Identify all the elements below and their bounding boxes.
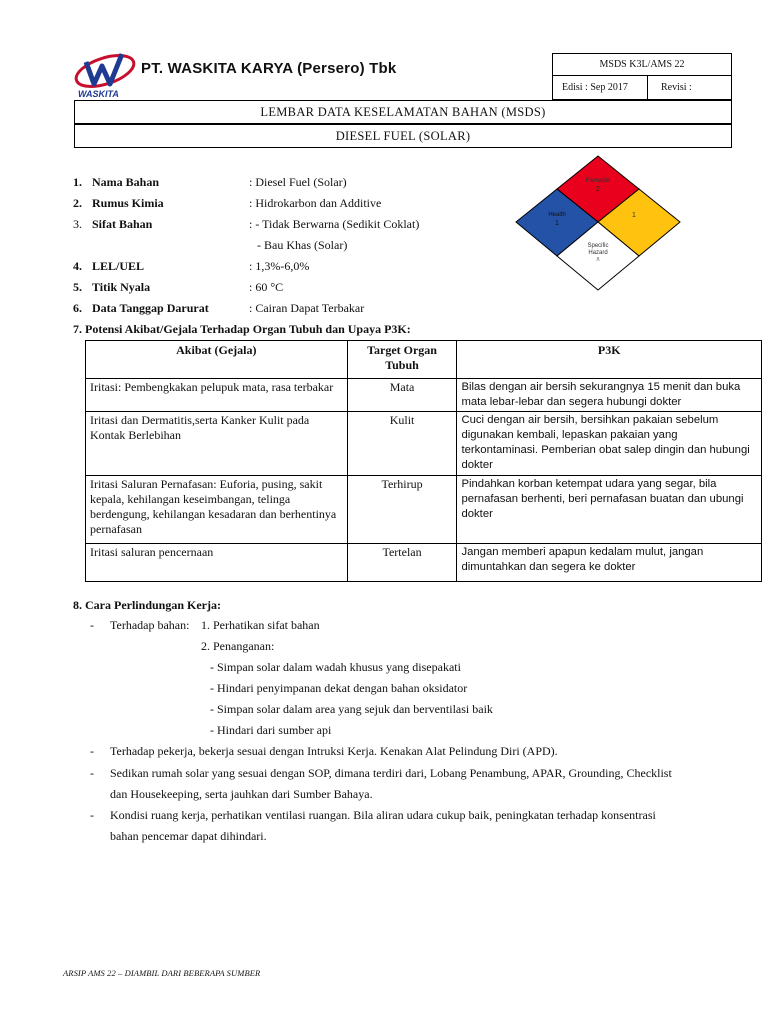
info-label: Sifat Bahan (92, 217, 153, 231)
bahan-label: Terhadap bahan: (110, 618, 190, 632)
info-value: : Diesel Fuel (Solar) (249, 175, 347, 189)
specific-value: /\ (596, 257, 600, 263)
info-value: : Hidrokarbon dan Additive (249, 196, 382, 210)
cell-first-aid: Cuci dengan air bersih, bersihkan pakaian sebelum digunakan kembali, lepaskan pakaian yang terkontaminasi. Pemberian obat salep dingin dan hubungi dokter (457, 412, 762, 476)
specific-label-2: Hazard (588, 250, 608, 256)
info-label: Rumus Kimia (92, 196, 164, 210)
footer-note: ARSIP AMS 22 – DIAMBIL DARI BEBERAPA SUMBER (63, 968, 261, 978)
health-label: Health (548, 212, 566, 218)
revision: Revisi : (661, 82, 692, 93)
col-header: Target Organ Tubuh (347, 341, 457, 379)
handling-item: - Hindari dari sumber api (210, 723, 332, 737)
nfpa-diamond (515, 155, 681, 291)
flammable-label: Flamable (585, 178, 611, 184)
bahan-item: 1. Perhatikan sifat bahan (201, 618, 320, 632)
cell-first-aid: Jangan memberi apapun kedalam mulut, jangan dimuntahkan dan segera ke dokter (457, 544, 762, 582)
main-title: LEMBAR DATA KESELAMATAN BAHAN (MSDS) (74, 100, 732, 124)
logo-text: WASKITA (78, 89, 119, 99)
cell-organ: Kulit (347, 412, 457, 476)
kondisi-text-cont: bahan pencemar dapat dihindari. (110, 829, 267, 843)
material-title: DIESEL FUEL (SOLAR) (74, 124, 732, 148)
edition: Edisi : Sep 2017 (553, 76, 648, 99)
cell-organ: Tertelan (347, 544, 457, 582)
info-value: - Bau Khas (Solar) (257, 238, 348, 252)
dash: - (90, 618, 94, 632)
pekerja-text: Terhadap pekerja, bekerja sesuai dengan Intruksi Kerja. Kenakan Alat Pelindung Diri (APD). (110, 744, 558, 758)
flammable-value: 2 (596, 186, 600, 193)
dash: - (90, 766, 94, 780)
info-num: 4. (73, 259, 82, 273)
section7-title: 7. Potensi Akibat/Gejala Terhadap Organ Tubuh dan Upaya P3K: (73, 322, 411, 336)
symptoms-table (85, 340, 762, 582)
info-num: 2. (73, 196, 82, 210)
cell-organ: Mata (347, 379, 457, 412)
table-header-row (86, 341, 762, 379)
dash: - (90, 744, 94, 758)
table-row (86, 412, 762, 476)
cell-first-aid: Pindahkan korban ketempat udara yang segar, bila pernafasan berhenti, beri pernafasan buatan dan ubungi dokter (457, 476, 762, 544)
rumah-text: Sedikan rumah solar yang sesuai dengan SOP, dimana terdiri dari, Lobang Penambung, APAR, Grounding, Checklist (110, 766, 672, 780)
info-value: : Cairan Dapat Terbakar (249, 301, 365, 315)
kondisi-text: Kondisi ruang kerja, perhatikan ventilasi ruangan. Bila aliran udara cukup baik, peningkatan terhadap konsentrasi (110, 808, 656, 822)
info-label: LEL/UEL (92, 259, 145, 273)
info-num: 1. (73, 175, 82, 189)
doc-code: MSDS K3L/AMS 22 (553, 54, 731, 76)
reactivity-value: 1 (632, 212, 636, 219)
cell-symptom: Iritasi saluran pencernaan (86, 544, 348, 582)
handling-item: - Simpan solar dalam area yang sejuk dan berventilasi baik (210, 702, 493, 716)
handling-item: - Simpan solar dalam wadah khusus yang disepakati (210, 660, 461, 674)
waskita-logo (72, 50, 138, 100)
info-label: Nama Bahan (92, 175, 160, 189)
specific-label-1: Specific (587, 243, 609, 249)
col-header: Akibat (Gejala) (86, 341, 348, 379)
dash: - (90, 808, 94, 822)
document-code-box (552, 53, 732, 100)
section8-title: 8. Cara Perlindungan Kerja: (73, 598, 221, 612)
health-value: 1 (555, 220, 559, 227)
rumah-text-cont: dan Housekeeping, serta jauhkan dari Sumber Bahaya. (110, 787, 373, 801)
cell-symptom: Iritasi Saluran Pernafasan: Euforia, pusing, sakit kepala, kehilangan keseimbangan, telinga berdengung, kehilangan kesadaran dan berhentinya pernafasan (86, 476, 348, 544)
company-name: PT. WASKITA KARYA (Persero) Tbk (141, 60, 397, 77)
table-row (86, 379, 762, 412)
info-value: : 1,3%-6,0% (249, 259, 310, 273)
info-num: 5. (73, 280, 82, 294)
cell-symptom: Iritasi dan Dermatitis,serta Kanker Kulit pada Kontak Berlebihan (86, 412, 348, 476)
info-value: : 60 °C (249, 280, 284, 294)
info-label: Titik Nyala (92, 280, 151, 294)
bahan-item: 2. Penanganan: (201, 639, 275, 653)
cell-symptom: Iritasi: Pembengkakan pelupuk mata, rasa terbakar (86, 379, 348, 412)
info-num: 6. (73, 301, 82, 315)
cell-organ: Terhirup (347, 476, 457, 544)
info-label: Data Tanggap Darurat (92, 301, 209, 315)
info-num: 3. (73, 217, 82, 231)
table-row (86, 544, 762, 582)
handling-item: - Hindari penyimpanan dekat dengan bahan oksidator (210, 681, 468, 695)
table-row (86, 476, 762, 544)
info-value: : - Tidak Berwarna (Sedikit Coklat) (249, 217, 420, 231)
cell-first-aid: Bilas dengan air bersih sekurangnya 15 menit dan buka mata lebar-lebar dan segera hubungi dokter (457, 379, 762, 412)
col-header: P3K (457, 341, 762, 379)
